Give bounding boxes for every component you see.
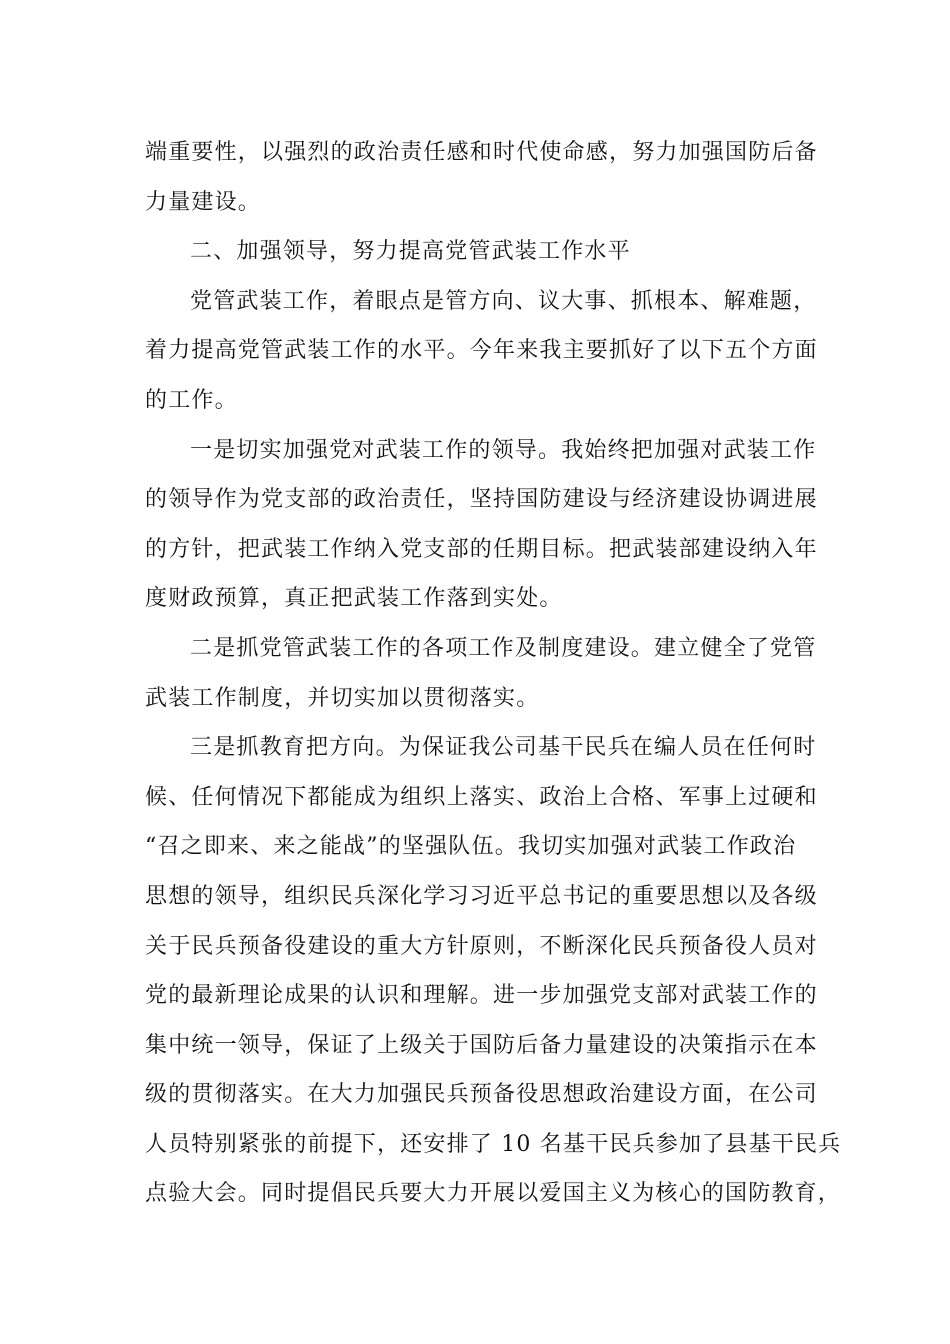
text-line: 的领导作为党支部的政治责任，坚持国防建设与经济建设协调进展	[145, 487, 818, 513]
text-line: 二、加强领导，努力提高党管武装工作水平	[190, 239, 631, 265]
text-line: 党管武装工作，着眼点是管方向、议大事、抓根本、解难题，	[190, 288, 817, 314]
text-line: 集中统一领导，保证了上级关于国防后备力量建设的决策指示在本	[145, 1032, 818, 1058]
text-line: 级的贯彻落实。在大力加强民兵预备役思想政治建设方面，在公司	[145, 1082, 818, 1108]
text-line: 思想的领导，组织民兵深化学习习近平总书记的重要思想以及各级	[145, 883, 818, 909]
text-line: 的工作。	[145, 387, 238, 413]
text-line: 的方针，把武装工作纳入党支部的任期目标。把武装部建设纳入年	[145, 536, 818, 562]
text-line: 党的最新理论成果的认识和理解。进一步加强党支部对武装工作的	[145, 983, 818, 1009]
text-line: 二是抓党管武装工作的各项工作及制度建设。建立健全了党管	[190, 635, 817, 661]
text-line: 着力提高党管武装工作的水平。今年来我主要抓好了以下五个方面	[145, 338, 818, 364]
text-line: 三是抓教育把方向。为保证我公司基干民兵在编人员在任何时	[190, 735, 817, 761]
text-line: 人员特别紧张的前提下，还安排了 10 名基干民兵参加了县基干民兵	[145, 1131, 842, 1157]
text-line: 武装工作制度，并切实加以贯彻落实。	[145, 685, 540, 711]
text-line: 候、任何情况下都能成为组织上落实、政治上合格、军事上过硬和	[145, 784, 818, 810]
text-line: 一是切实加强党对武装工作的领导。我始终把加强对武装工作	[190, 437, 817, 463]
text-line: 关于民兵预备役建设的重大方针原则，不断深化民兵预备役人员对	[145, 933, 818, 959]
text-line: 度财政预算，真正把武装工作落到实处。	[145, 586, 563, 612]
text-line: “召之即来、来之能战”的坚强队伍。我切实加强对武装工作政治	[145, 834, 797, 860]
text-line: 端重要性，以强烈的政治责任感和时代使命感，努力加强国防后备	[145, 140, 818, 165]
document-body	[145, 128, 842, 1219]
text-line: 力量建设。	[145, 189, 262, 215]
text-line: 点验大会。同时提倡民兵要大力开展以爱国主义为核心的国防教育，	[145, 1181, 842, 1207]
